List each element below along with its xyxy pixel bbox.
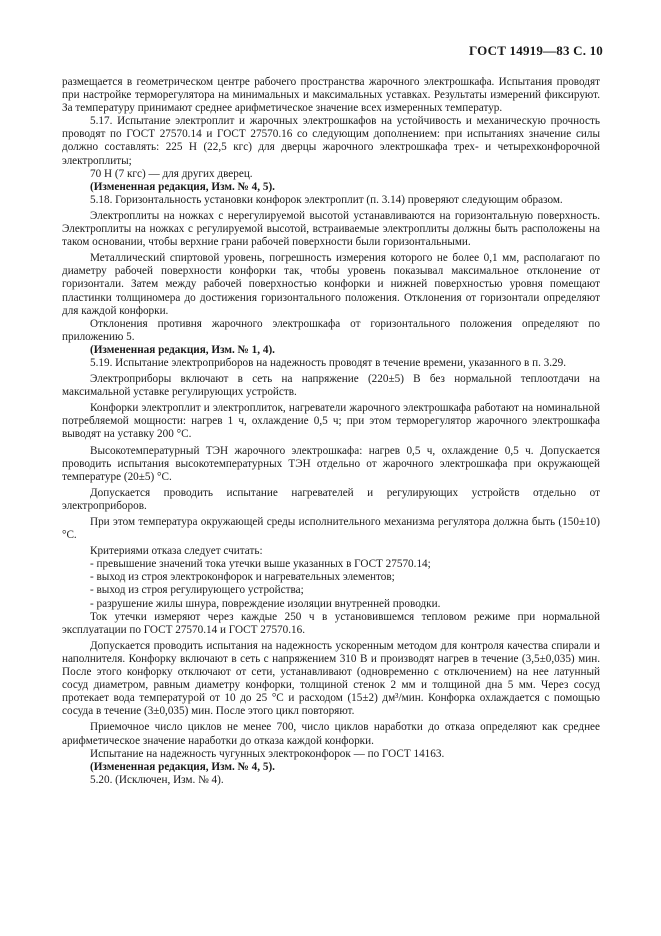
paragraph: - выход из строя регулирующего устройства;	[90, 584, 304, 597]
paragraph: (Измененная редакция, Изм. № 1, 4).	[90, 343, 275, 356]
paragraph: Допускается проводить испытания на надежность ускоренным методом для контроля качества спирали и наполнителя. Конфорку включают в сеть с напряжением 310 В и производят нагрев в течение (3,5±0,035) мин. После этого конфорку отключают от сети, устанавливают (одновременно с отключением) на нее латунный сосуд диаметром, равным диаметру конфорки, толщиной стенок 2 мм и толщиной дна 5 мм. Через сосуд протекает вода температурой от 10 до 25 °С и расходом (15±2) дм³/мин. Конфорка охлаждается с помощью сосуда в течение (3±0,035) мин. После этого цикл повторяют.	[62, 639, 600, 718]
paragraph: - выход из строя электроконфорок и нагревательных элементов;	[90, 571, 395, 584]
paragraph: 5.17. Испытание электроплит и жарочных электрошкафов на устойчивость и механическую прочность проводят по ГОСТ 27570.14 и ГОСТ 27570.16 со следующим дополнением: при испытаниях значение силы должно составлять: 225 Н (22,5 кгс) для дверцы жарочного электрошкафа трех- и четырехконфорочной электроплиты;	[62, 115, 600, 167]
paragraph: - превышение значений тока утечки выше указанных в ГОСТ 27570.14;	[90, 558, 431, 571]
paragraph: Испытание на надежность чугунных электроконфорок — по ГОСТ 14163.	[90, 747, 445, 760]
paragraph: 70 Н (7 кгс) — для других дверец.	[90, 167, 253, 180]
paragraph: 5.19. Испытание электроприборов на надежность проводят в течение времени, указанного в п. 3.29.	[90, 356, 567, 369]
paragraph: Высокотемпературный ТЭН жарочного электрошкафа: нагрев 0,5 ч, охлаждение 0,5 ч. Допускается проводить испытания высокотемпературных ТЭН отдельно от жарочного электрошкафа при окружающей температуре (20±5) °С.	[62, 444, 600, 483]
page-header: ГОСТ 14919—83 С. 10	[469, 43, 603, 58]
paragraph: размещается в геометрическом центре рабочего пространства жарочного электрошкафа. Испытания проводят при настройке терморегулятора на минимальных и максимальных уставках. Результаты измерений фиксируют. За температуру принимают среднее арифметическое значение всех измеренных температур.	[62, 76, 600, 115]
paragraph: Электроплиты на ножках с нерегулируемой высотой устанавливаются на горизонтальную поверхность. Электроплиты на ножках с регулируемой высотой, встраиваемые электроплиты должны быть расположены на таком основании, чтобы верхние грани рабочей поверхности были горизонтальными.	[62, 209, 600, 249]
paragraph: Допускается проводить испытание нагревателей и регулирующих устройств отдельно от электроприборов.	[62, 486, 600, 512]
paragraph: Электроприборы включают в сеть на напряжение (220±5) В без нормальной теплоотдачи на максимальной уставке регулирующих устройств.	[62, 373, 600, 399]
paragraph: Металлический спиртовой уровень, погрешность измерения которого не более 0,1 мм, располагают по диаметру рабочей поверхности конфорки так, чтобы уровень показывал максимальное отклонение от горизонтали. Затем между рабочей поверхностью конфорки и нижней поверхностью уровня помещают пластинки толщиномера до достижения горизонтального положения. Отклонения от горизонтали определяют для каждой конфорки.	[62, 252, 600, 317]
paragraph: При этом температура окружающей среды исполнительного механизма регулятора должна быть (150±10) °С.	[62, 516, 600, 542]
paragraph: Приемочное число циклов не менее 700, число циклов наработки до отказа определяют как среднее арифметическое значение наработки до отказа каждой конфорки.	[62, 721, 600, 747]
paragraph: (Измененная редакция, Изм. № 4, 5).	[90, 180, 275, 193]
paragraph: 5.20. (Исключен, Изм. № 4).	[90, 773, 224, 786]
paragraph: - разрушение жилы шнура, повреждение изоляции внутренней проводки.	[90, 597, 441, 610]
paragraph: Отклонения противня жарочного электрошкафа от горизонтального положения определяют по приложению 5.	[62, 317, 600, 343]
paragraph: Конфорки электроплит и электроплиток, нагреватели жарочного электрошкафа работают на номинальной потребляемой мощности: нагрев 1 ч, охлаждение 0,5 ч; при этом терморегулятор жарочного электрошкафа выводят на уставку 200 °С.	[62, 402, 600, 441]
document-body	[62, 76, 600, 787]
paragraph: Ток утечки измеряют через каждые 250 ч в установившемся тепловом режиме при нормальной эксплуатации по ГОСТ 27570.14 и ГОСТ 27570.16.	[62, 610, 600, 636]
paragraph: (Измененная редакция, Изм. № 4, 5).	[90, 760, 275, 773]
paragraph: Критериями отказа следует считать:	[90, 545, 263, 558]
paragraph: 5.18. Горизонтальность установки конфорок электроплит (п. 3.14) проверяют следующим образом.	[90, 193, 563, 206]
